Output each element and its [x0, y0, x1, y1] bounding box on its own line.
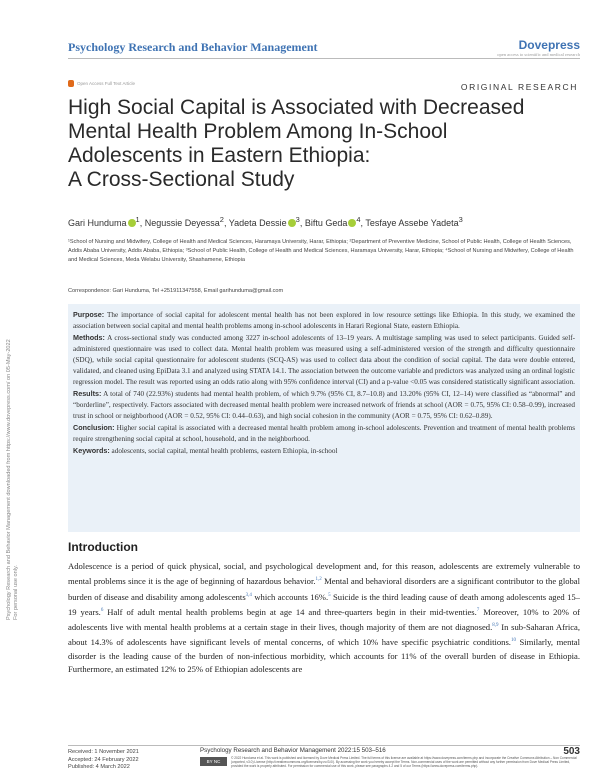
title-line: High Social Capital is Associated with Decreased: [68, 96, 525, 119]
abstract-content: The importance of social capital for adolescent mental health has not been explored in low resource settings like Ethiopia. In this study, we examined the association between social capital and mental health problems among in-school adolescents in Harari Regional State, eastern Ethiopia.: [73, 311, 575, 330]
article-title: [68, 96, 578, 192]
received-date: Received: 1 November 2021: [68, 749, 139, 755]
download-watermark: [6, 150, 46, 620]
citation-reference[interactable]: 10: [510, 638, 516, 644]
author-name: Negussie Deyessa: [144, 218, 220, 228]
abstract-paragraph: [73, 309, 575, 332]
title-line: A Cross-Sectional Study: [68, 168, 295, 191]
open-access-badge: [68, 80, 135, 87]
journal-name[interactable]: Psychology Research and Behavior Management: [68, 40, 318, 54]
abstract-label: Results:: [73, 389, 102, 398]
page-number: 503: [563, 746, 580, 757]
author-list: Gari Hunduma $^1$, Negussie Deyessa$^2$, Yadeta Dessie $^3$, Biftu Geda $^4$, Tesfaye Assebe Yadeta$^3$: [68, 215, 463, 228]
intro-text: In sub-Saharan Africa, about 14.3% of adolescents have significant levels of mental concerns, of which 10% have specific psychiatric conditions.: [68, 622, 581, 648]
author-name: Tesfaye Assebe Yadeta: [365, 218, 459, 228]
article-type: ORIGINAL RESEARCH: [460, 82, 578, 92]
abstract-label: Conclusion:: [73, 423, 115, 432]
abstract-content: A cross-sectional study was conducted among 3227 in-school adolescents of 13–19 years. A multistage sampling was used to select participants. Guided self-administered questionnaire was used to collect data. Mental health problem was measured using a self-administered version of the strength and difficulty questionnaire (SDQ), while social capital questionnaire for adolescent students (SCQ-AS) was used to collect data about the condition of social capital. The data were double entered, validated, and cleaned using EpiData 3.1 and analyzed using STATA 14.1. The association between the outcome variable and predictors was analyzed using an ordinal logistic regression model. The result was reported using an odds ratio along with 95% confidence interval (CI) and a p-value <0.05 was considered statistically significant association.: [73, 334, 575, 386]
abstract-paragraph: [73, 388, 575, 422]
intro-text: Suicide is the third leading cause of death among adolescents aged 15–19 years.: [68, 591, 580, 617]
citation-reference[interactable]: 8,9: [492, 623, 499, 629]
abstract-label: Methods:: [73, 333, 105, 342]
publisher-tagline: open access to scientific and medical research: [497, 52, 580, 57]
orcid-icon[interactable]: [288, 219, 296, 227]
footer-divider: [68, 745, 580, 746]
author-name: Yadeta Dessie: [228, 218, 287, 228]
introduction-paragraph: [68, 560, 580, 677]
header-divider: [68, 58, 580, 59]
author-affiliation-number: 4: [356, 215, 361, 224]
orcid-icon[interactable]: [128, 219, 136, 227]
published-date: Published: 4 March 2022: [68, 764, 130, 770]
abstract-content: adolescents, social capital, mental health problems, eastern Ethiopia, in-school: [109, 447, 338, 455]
watermark-line: For personal use only.: [13, 565, 19, 620]
citation-reference[interactable]: 3,4: [245, 592, 252, 598]
affiliations: ¹School of Nursing and Midwifery, College of Health and Medical Sciences, Haramaya University, Harar, Ethiopia; ²Department of Preventive Medicine, School of Public Health, College of Health Sciences, Addis Ababa University, Addis Ababa, Ethiopia; ³School of Public Health, College of Health and Medical Sciences, Haramaya University, Harar, Ethiopia; ⁴School of Nursing and Midwifery, College of Health and Medical Sciences, Meda Welabu University, Shashamene, Ethiopia: [68, 239, 574, 263]
abstract-box: [68, 304, 580, 532]
accepted-date: Accepted: 24 February 2022: [68, 756, 139, 763]
intro-text: Mental and behavioral disorders are a significant contributor to the global burden of disease and disability among adolescents: [68, 576, 580, 602]
abstract-content: A total of 740 (22.93%) students had mental health problem, of which 9.7% (95% CI, 8.7–10.8) and 13.20% (95% CI, 12–14) were classified as “abnormal” and “borderline”, respectively. Factors associated with decreased mental health problem were increased network of friends at school (AOR = 0.75, 95% CI: 0.58–0.99), increased trust in school or neighborhood (AOR = 0.52, 95% CI: 0.44–0.63), and high social cohesion in the community (AOR = 0.75, 95% CI: 0.62–0.89).: [73, 390, 575, 420]
abstract-content: Higher social capital is associated with a decreased mental health problem among in-school adolescents. Prevention and treatment of mental health problems require strengthening social capital at school, household, and in the neighborhood.: [73, 424, 575, 443]
abstract-paragraph: [73, 422, 575, 445]
author-affiliation-number: 3: [295, 215, 300, 224]
citation-reference[interactable]: 6: [100, 607, 104, 613]
abstract-text: [73, 309, 575, 457]
publisher-block: [497, 38, 580, 57]
abstract-label: Keywords:: [73, 446, 110, 455]
title-line: Adolescents in Eastern Ethiopia:: [68, 144, 371, 167]
open-access-lock-icon: [68, 80, 74, 87]
intro-text: which accounts 16%.: [251, 591, 329, 602]
author-name: Biftu Geda: [304, 218, 348, 228]
abstract-paragraph: [73, 445, 575, 457]
watermark-line: Psychology Research and Behavior Management downloaded from https://www.dovepress.com/ on 05-May-2022: [6, 339, 12, 620]
abstract-paragraph: [73, 332, 575, 388]
correspondence[interactable]: Correspondence: Gari Hunduma, Tel +251911347558, Email garihunduma@gmail.com: [68, 288, 284, 294]
intro-text: Similarly, mental disorder is the leading cause of the burden of non-infectious morbidity, which accounts for 11% of the overall burden of disease in Ethiopia. Furthermore, an estimated 12% to 25% of Ethiopian adolescents are: [68, 637, 580, 675]
footer-citation: Psychology Research and Behavior Management 2022:15 503–516: [200, 747, 386, 754]
intro-text: Moreover, 10% to 20% of adolescents live with mental health problems at a certain stage in their lives, though majority of them are not diagnosed.: [68, 606, 580, 633]
open-access-label: Open Access Full Text Article: [77, 81, 135, 86]
title-line: Mental Health Problem Among In-School: [68, 120, 448, 143]
license-text: © 2022 Hunduma et al. This work is published and licensed by Dove Medical Press Limited. The full terms of this license are available at https://www.dovepress.com/terms.php and incorporate the Creative Commons Attribution – Non Commercial (unported, v3.0) License (http://creativecommons.org/licenses/by-nc/3.0/). By accessing the work you hereby accept the Terms. Non-commercial uses of the work are permitted without any further permission from Dove Medical Press Limited, provided the work is properly attributed. For permission for commercial use of this work, please see paragraphs 4.2 and 5 of our Terms (https://www.dovepress.com/terms.php).: [231, 756, 577, 769]
author-name: Gari Hunduma: [68, 218, 127, 228]
author-affiliation-number: 2: [219, 215, 224, 224]
intro-text: Adolescence is a period of quick physical, social, and psychological development and, for this reason, adolescents are extremely vulnerable to mental problems since it is the age of beginning of hazardous behavior.: [68, 561, 580, 587]
publisher-logo[interactable]: Dovepress: [518, 38, 580, 52]
cc-license-icon[interactable]: BY NC: [200, 757, 227, 766]
intro-text: Half of adult mental health problems begin at age 14 and three-quarters begin in their mid-twenties.: [103, 606, 477, 617]
author-affiliation-number: 1: [135, 215, 140, 224]
section-heading-introduction: Introduction: [68, 540, 138, 554]
abstract-label: Purpose:: [73, 310, 105, 319]
citation-reference[interactable]: 5: [328, 592, 331, 598]
author-affiliation-number: 3: [458, 215, 463, 224]
article-dates: [68, 749, 139, 772]
citation-reference[interactable]: 7: [476, 607, 480, 613]
citation-reference[interactable]: 1,2: [315, 577, 322, 583]
